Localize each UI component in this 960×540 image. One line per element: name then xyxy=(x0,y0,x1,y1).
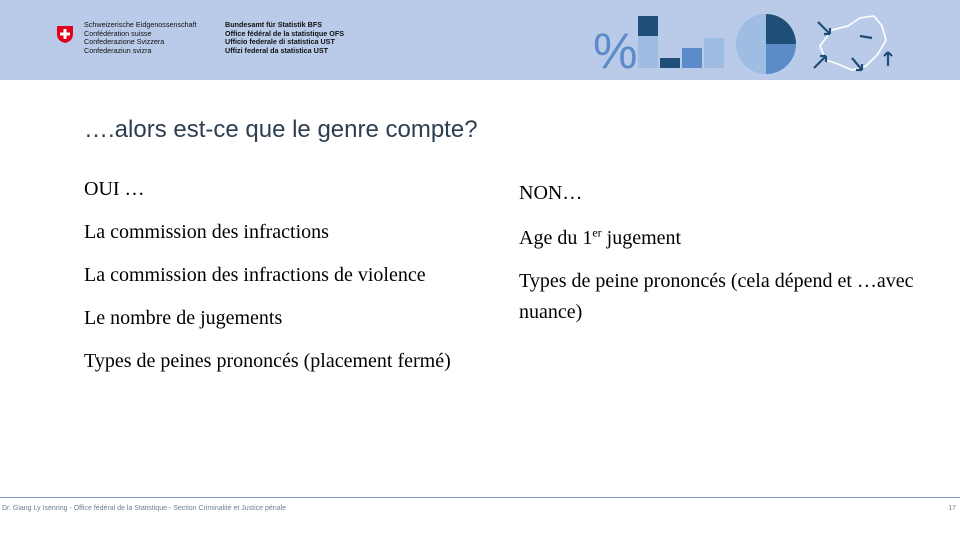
right-column xyxy=(519,178,939,328)
confederation-line: Schweizerische Eidgenossenschaft xyxy=(84,20,197,29)
slide-title: ….alors est-ce que le genre compte? xyxy=(84,116,478,143)
office-line: Bundesamt für Statistik BFS xyxy=(225,20,323,29)
left-item: Types de peines prononcés (placement fermé) xyxy=(84,350,451,372)
confederation-names xyxy=(84,21,197,55)
age-suffix: jugement xyxy=(601,227,682,249)
age-prefix: Age du 1 xyxy=(519,227,593,249)
header-banner xyxy=(0,0,960,80)
confederation-line: Confédération suisse xyxy=(84,28,152,38)
no-heading: NON… xyxy=(519,182,583,204)
percent-symbol: % xyxy=(593,23,638,78)
switzerland-map-icon xyxy=(820,16,886,70)
office-names xyxy=(225,21,344,55)
yes-heading: OUI … xyxy=(84,178,145,200)
bar-chart-icon xyxy=(638,16,724,68)
statistics-decor-graphic xyxy=(590,8,900,78)
age-superscript: er xyxy=(592,225,602,240)
right-item: Types de peine prononcés (cela dépend et …avec nuance) xyxy=(519,270,914,323)
age-item xyxy=(519,223,939,254)
pie-chart-icon xyxy=(736,14,796,74)
office-line: Office fédéral de la statistique OFS xyxy=(225,28,345,38)
arrows-icon xyxy=(814,22,892,70)
office-line: Ufficio federale di statistica UST xyxy=(225,37,335,47)
left-item: La commission des infractions de violence xyxy=(84,264,426,286)
footer-author: Dr. Giang Ly Isenring - Office fédéral de la Statistique - Section Criminalité et Justice pénale xyxy=(2,505,287,512)
confederation-line: Confederaziun svizra xyxy=(84,45,152,55)
page-number: 17 xyxy=(948,505,956,512)
left-item: Le nombre de jugements xyxy=(84,307,283,329)
left-item: La commission des infractions xyxy=(84,221,329,243)
confederation-line: Confederazione Svizzera xyxy=(84,37,165,47)
footer-divider xyxy=(0,497,960,498)
left-column xyxy=(84,174,484,377)
swiss-cross-icon xyxy=(55,24,75,44)
office-line: Uffizi federal da statistica UST xyxy=(225,45,329,55)
